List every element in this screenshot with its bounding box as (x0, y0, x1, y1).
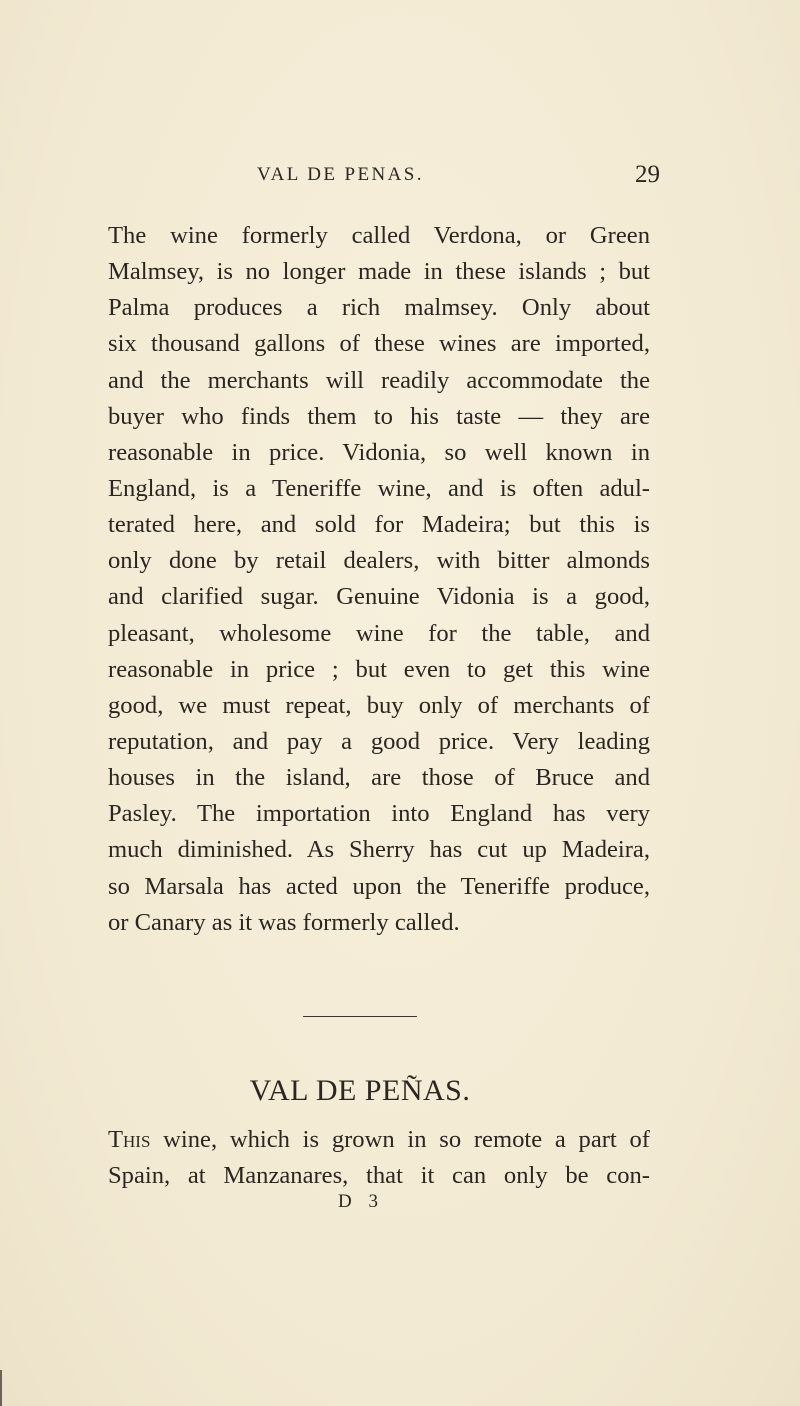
text-line: Malmsey, is no longer made in these islands ; but (108, 258, 650, 286)
text-line: Spain, at Manzanares, that it can only be con- (108, 1162, 650, 1190)
text-line: and clarified sugar. Genuine Vidonia is a good, (108, 583, 650, 611)
text-line: houses in the island, are those of Bruce and (108, 764, 650, 792)
text-line: so Marsala has acted upon the Teneriffe produce, (108, 872, 650, 900)
text-line: only done by retail dealers, with bitter almonds (108, 547, 650, 575)
page-number: 29 (635, 161, 660, 188)
text-line (108, 1122, 650, 1158)
text-line: or Canary as it was formerly called. (108, 908, 460, 936)
line-rest: wine, which is grown in so remote a part of (150, 1126, 650, 1153)
text-line: much diminished. As Sherry has cut up Madeira, (108, 836, 650, 864)
running-title: VAL DE PENAS. (257, 164, 424, 185)
text-line: The wine formerly called Verdona, or Green (108, 222, 650, 249)
body-paragraph (108, 218, 650, 941)
first-word: This (108, 1126, 151, 1153)
text-line: reasonable in price. Vidonia, so well known in (108, 438, 650, 466)
text-line: good, we must repeat, buy only of merchants of (108, 691, 650, 719)
text-line: pleasant, wholesome wine for the table, and (108, 619, 650, 647)
text-line: and the merchants will readily accommodate the (108, 366, 650, 394)
signature-mark: D 3 (338, 1191, 384, 1212)
text-line: six thousand gallons of these wines are imported, (108, 330, 650, 358)
text-line: buyer who finds them to his taste — they are (108, 402, 650, 430)
text-line: Palma produces a rich malmsey. Only about (108, 294, 650, 322)
text-line: England, is a Teneriffe wine, and is often adul- (108, 474, 650, 502)
section-paragraph (108, 1122, 650, 1194)
text-line: terated here, and sold for Madeira; but this is (108, 511, 650, 539)
text-line: Pasley. The importation into England has very (108, 800, 650, 828)
running-head (257, 161, 660, 194)
text-line: reasonable in price ; but even to get this wine (108, 655, 650, 683)
page-edge-mark (0, 1370, 2, 1406)
section-divider (303, 1016, 417, 1017)
section-heading: VAL DE PEÑAS. (249, 1074, 471, 1107)
text-line: reputation, and pay a good price. Very leading (108, 727, 650, 755)
